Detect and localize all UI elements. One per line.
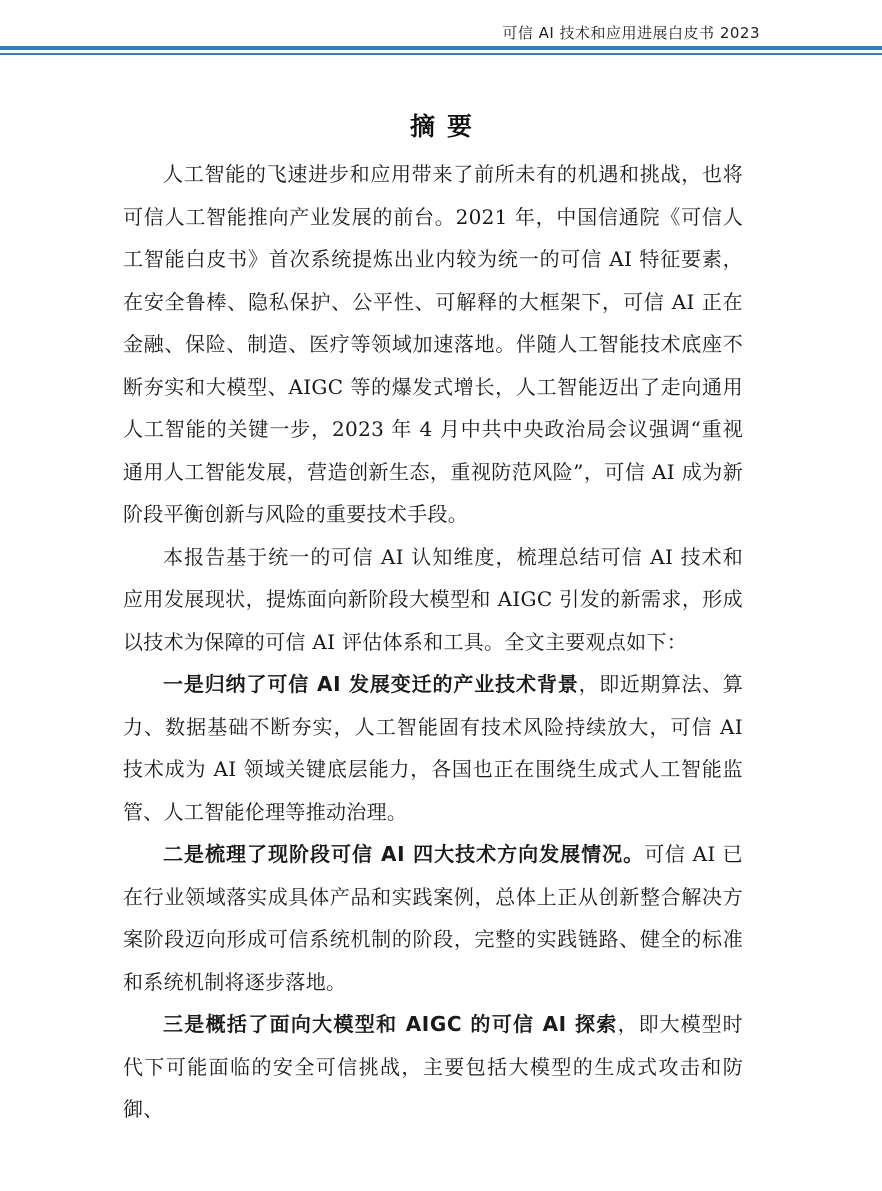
paragraph-lead: 一是归纳了可信 AI 发展变迁的产业技术背景 xyxy=(163,672,579,696)
paragraph-report-overview xyxy=(123,536,743,664)
paragraph-lead: 三是概括了面向大模型和 AIGC 的可信 AI 探索 xyxy=(163,1012,618,1036)
paragraph-point-one xyxy=(123,663,743,833)
paragraph-text: 本报告基于统一的可信 AI 认知维度，梳理总结可信 AI 技术和应用发展现状，提炼面向新阶段大模型和 AIGC 引发的新需求，形成以技术为保障的可信 AI 评估体系和工具。全文主要观点如下： xyxy=(123,544,743,654)
paragraph-intro xyxy=(123,153,743,536)
paragraph-text: 可信 AI 已在行业领域落实成具体产品和实践案例，总体上正从创新整合解决方案阶段迈向形成可信系统机制的阶段，完整的实践链路、健全的标准和系统机制将逐步落地。 xyxy=(123,842,743,994)
paragraph-text: ，即近期算法、算力、数据基础不断夯实，人工智能固有技术风险持续放大，可信 AI 技术成为 AI 领域关键底层能力，各国也正在围绕生成式人工智能监管、人工智能伦理等推动治理。 xyxy=(123,672,743,824)
paragraph-text: ，即大模型时代下可能面临的安全可信挑战，主要包括大模型的生成式攻击和防御、 xyxy=(123,1012,743,1121)
paragraph-text: 人工智能的飞速进步和应用带来了前所未有的机遇和挑战，也将可信人工智能推向产业发展的前台。2021 年，中国信通院《可信人工智能白皮书》首次系统提炼出业内较为统一的可信 AI 特征要素，在安全鲁棒、隐私保护、公平性、可解释的大框架下，可信 AI 正在金融、保险、制造、医疗等领域加速落地。伴随人工智能技术底座不断夯实和大模型、AIGC 等的爆发式增长，人工智能迈出了走向通用人工智能的关键一步，2023 年 4 月中共中央政治局会议强调“重视通用人工智能发展，营造创新生态，重视防范风险”，可信 AI 成为新阶段平衡创新与风险的重要技术手段。 xyxy=(123,162,743,526)
paragraph-point-three xyxy=(123,1003,743,1131)
abstract-body xyxy=(123,153,743,1131)
header-rule-thick xyxy=(0,46,882,50)
paragraph-point-two xyxy=(123,833,743,1003)
paragraph-lead: 二是梳理了现阶段可信 AI 四大技术方向发展情况。 xyxy=(163,842,645,866)
page-title: 摘要 xyxy=(409,112,484,141)
document-header-title: 可信 AI 技术和应用进展白皮书 2023 xyxy=(502,24,760,42)
header-rule-thin xyxy=(0,53,882,55)
